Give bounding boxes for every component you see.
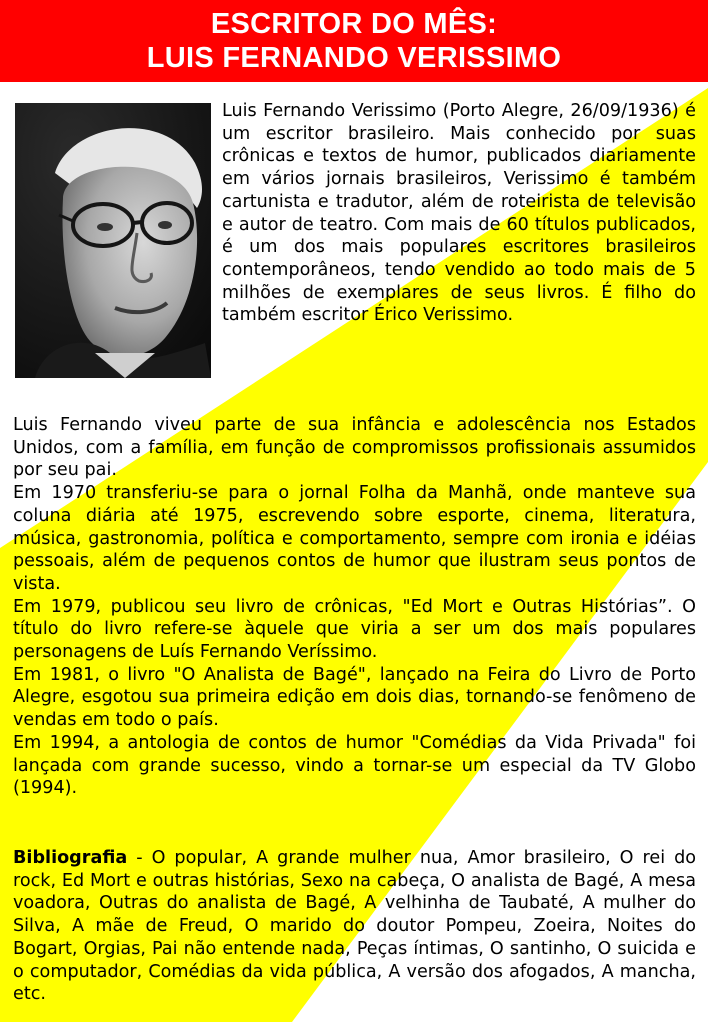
biography-paragraph: Em 1979, publicou seu livro de crônicas, "Ed Mort e Outras Histórias”. O título do livro refere-se àquele que viria a ser um dos mais populares personagens de Luís Fernando Veríssimo.: [13, 596, 696, 663]
intro-paragraph: Luis Fernando Verissimo (Porto Alegre, 26/09/1936) é um escritor brasileiro. Mais conhecido por suas crônicas e textos de humor, publicados diariamente em vários jornais brasileiros, Verissimo é também cartunista e tradutor, além de roteirista de televisão e autor de teatro. Com mais de 60 títulos publicados, é um dos mais populares escritores brasileiros contemporâneos, tendo vendido ao todo mais de 5 milhões de exemplares de seus livros. É filho do também escritor Érico Verissimo.: [222, 101, 696, 326]
biography-paragraph: Luis Fernando viveu parte de sua infância e adolescência nos Estados Unidos, com a família, em função de compromissos profissionais assumidos por seu pai.: [13, 415, 696, 481]
bibliography-label: Bibliografia: [13, 848, 128, 868]
author-portrait-photo: [15, 103, 211, 378]
header-title-line1: ESCRITOR DO MÊS:: [210, 8, 498, 40]
bibliography-section: [13, 847, 696, 1006]
page-header: [0, 0, 708, 82]
biography-paragraph: Em 1970 transferiu-se para o jornal Folha da Manhã, onde manteve sua coluna diária até 1975, escrevendo sobre esporte, cinema, literatura, música, gastronomia, política e comportamento, sempre com ironia e idéias pessoais, além de pequenos contos de humor que ilustram seus pontos de vista.: [13, 483, 696, 594]
header-title-line2: LUIS FERNANDO VERISSIMO: [146, 42, 562, 74]
bibliography-list: - O popular, A grande mulher nua, Amor brasileiro, O rei do rock, Ed Mort e outras histórias, Sexo na cabeça, O analista de Bagé, A mesa voadora, Outras do analista de Bagé, A velhinha de Taubaté, A mulher do Silva, A mãe de Freud, O marido do doutor Pompeu, Zoeira, Noites do Bogart, Orgias, Pai não entende nada, Peças íntimas, O santinho, O suicida e o computador, Comédias da vida pública, A versão dos afogados, A mancha, etc.: [13, 848, 696, 1005]
biography-paragraph: Em 1994, a antologia de contos de humor "Comédias da Vida Privada" foi lançada com grande sucesso, vindo a tornar-se um especial da TV Globo (1994).: [13, 732, 696, 799]
biography-body: [13, 414, 696, 800]
biography-paragraph: Em 1981, o livro "O Analista de Bagé", lançado na Feira do Livro de Porto Alegre, esgotou sua primeira edição em dois dias, tornando-se fenômeno de vendas em todo o país.: [13, 664, 696, 731]
